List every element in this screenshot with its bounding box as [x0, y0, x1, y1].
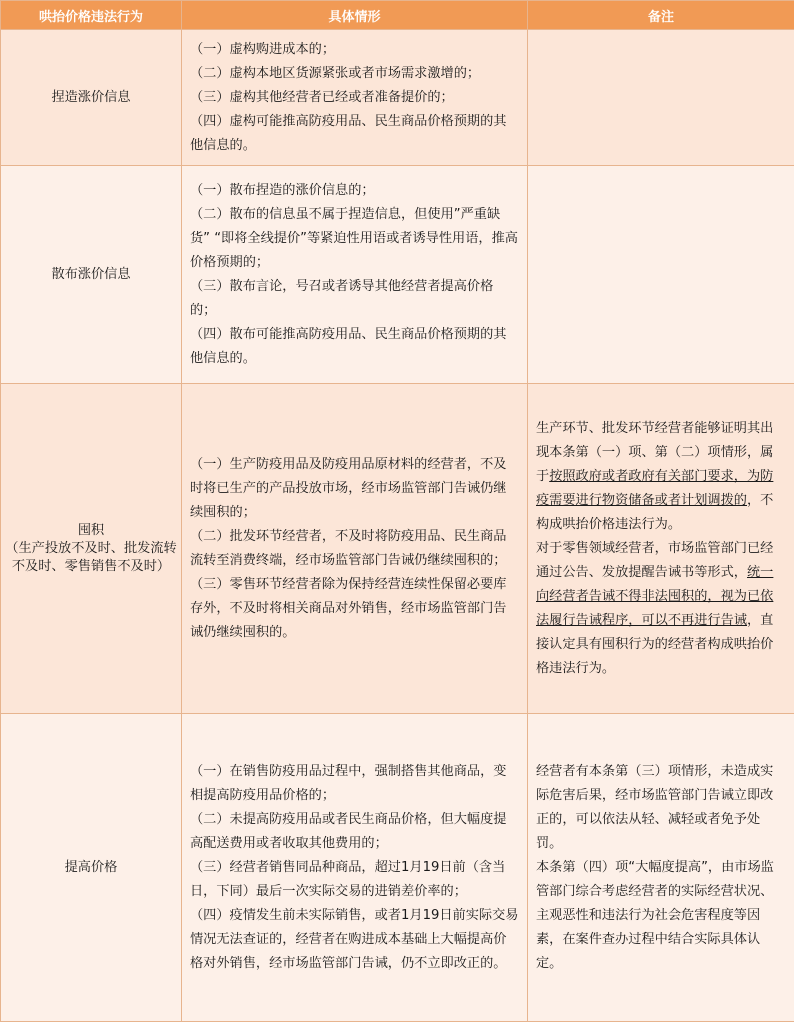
behavior-cell [1, 166, 182, 384]
table-row [1, 384, 794, 714]
remark-underlined: 按照政府或者政府有关部门要求，为防疫需要进行物资储备或者计划调拨的 [536, 468, 774, 508]
remark-text: 对于零售领域经营者，市场监管部门已经通过公告、发放提醒告诫书等形式， [536, 540, 774, 580]
circumstances-cell [182, 384, 528, 714]
circumstances-cell [182, 30, 528, 166]
circumstances-cell [182, 166, 528, 384]
remark-underlined: 统一向经营者告诫不得非法囤积的，视为已依法履行告诫程序，可以不再进行告诫 [536, 564, 774, 628]
header-circumstances: 具体情形 [182, 1, 528, 30]
remark-text: 生产环节、批发环节经营者能够证明其出现本条第（一）项、第（二）项情形，属于 [536, 420, 774, 484]
table-row [1, 166, 794, 384]
header-remarks: 备注 [528, 1, 794, 30]
circumstance-item: （三）零售环节经营者除为保持经营连续性保留必要库存外，不及时将相关商品对外销售，经市场监管部门告诫仍继续囤积的。 [190, 576, 507, 640]
remarks-cell [528, 30, 794, 166]
circumstance-item: （二）批发环节经营者，不及时将防疫用品、民生商品流转至消费终端，经市场监管部门告诫仍继续囤积的； [190, 528, 507, 568]
circumstance-item: （四）疫情发生前未实际销售，或者1月19日前实际交易情况无法查证的，经营者在购进成本基础上大幅提高价格对外销售，经市场监管部门告诫，仍不立即改正的。 [190, 907, 519, 971]
circumstances-cell [182, 714, 528, 1022]
remarks-cell [528, 384, 794, 714]
circumstance-item: （二）虚构本地区货源紧张或者市场需求激增的； [190, 65, 481, 81]
remark-paragraph [536, 417, 786, 537]
circumstance-item: （四）散布可能推高防疫用品、民生商品价格预期的其他信息的。 [190, 326, 507, 366]
header-behavior: 哄抬价格违法行为 [1, 1, 182, 30]
remark-paragraph [536, 537, 786, 681]
circumstance-item: （四）虚构可能推高防疫用品、民生商品价格预期的其他信息的。 [190, 113, 507, 153]
table-row [1, 714, 794, 1022]
table-row [1, 30, 794, 166]
circumstance-item: （一）虚构购进成本的； [190, 41, 336, 57]
behavior-label: 提高价格 [64, 859, 118, 875]
circumstance-item: （三）虚构其他经营者已经或者准备提价的； [190, 89, 454, 105]
circumstance-item: （一）散布捏造的涨价信息的； [190, 182, 375, 198]
remark-paragraph: 经营者有本条第（三）项情形，未造成实际危害后果，经市场监管部门告诫立即改正的，可以依法从轻、减轻或者免予处罚。 [536, 763, 774, 851]
circumstance-item: （一）在销售防疫用品过程中，强制搭售其他商品，变相提高防疫用品价格的； [190, 763, 507, 803]
behavior-cell [1, 714, 182, 1022]
behavior-cell [1, 384, 182, 714]
behavior-label: 囤积 [77, 522, 105, 538]
behavior-sublabel: （生产投放不及时、批发流转不及时、零售销售不及时） [5, 540, 177, 574]
behavior-cell [1, 30, 182, 166]
circumstance-item: （二）散布的信息虽不属于捏造信息，但使用”严重缺货” “即将全线提价”等紧迫性用语或者诱导性用语，推高价格预期的； [190, 206, 518, 270]
behavior-label: 散布涨价信息 [51, 266, 131, 282]
behavior-label: 捏造涨价信息 [51, 89, 131, 105]
circumstance-item: （一）生产防疫用品及防疫用品原材料的经营者，不及时将已生产的产品投放市场，经市场监管部门告诫仍继续囤积的； [190, 456, 507, 520]
circumstance-item: （三）散布言论，号召或者诱导其他经营者提高价格的； [190, 278, 494, 318]
remarks-cell [528, 714, 794, 1022]
remark-text: ，不构成哄抬价格违法行为。 [536, 492, 774, 532]
remark-paragraph: 本条第（四）项“大幅度提高”，由市场监管部门综合考虑经营者的实际经营状况、主观恶性和违法行为社会危害程度等因素，在案件查办过程中结合实际具体认定。 [536, 859, 774, 971]
remark-text: ，直接认定具有囤积行为的经营者构成哄抬价格违法行为。 [536, 612, 774, 676]
remarks-cell [528, 166, 794, 384]
circumstance-item: （二）未提高防疫用品或者民生商品价格，但大幅度提高配送费用或者收取其他费用的； [190, 811, 507, 851]
circumstance-item: （三）经营者销售同品种商品，超过1月19日前（含当日，下同）最后一次实际交易的进销差价率的； [190, 859, 506, 899]
header-row [1, 1, 794, 30]
